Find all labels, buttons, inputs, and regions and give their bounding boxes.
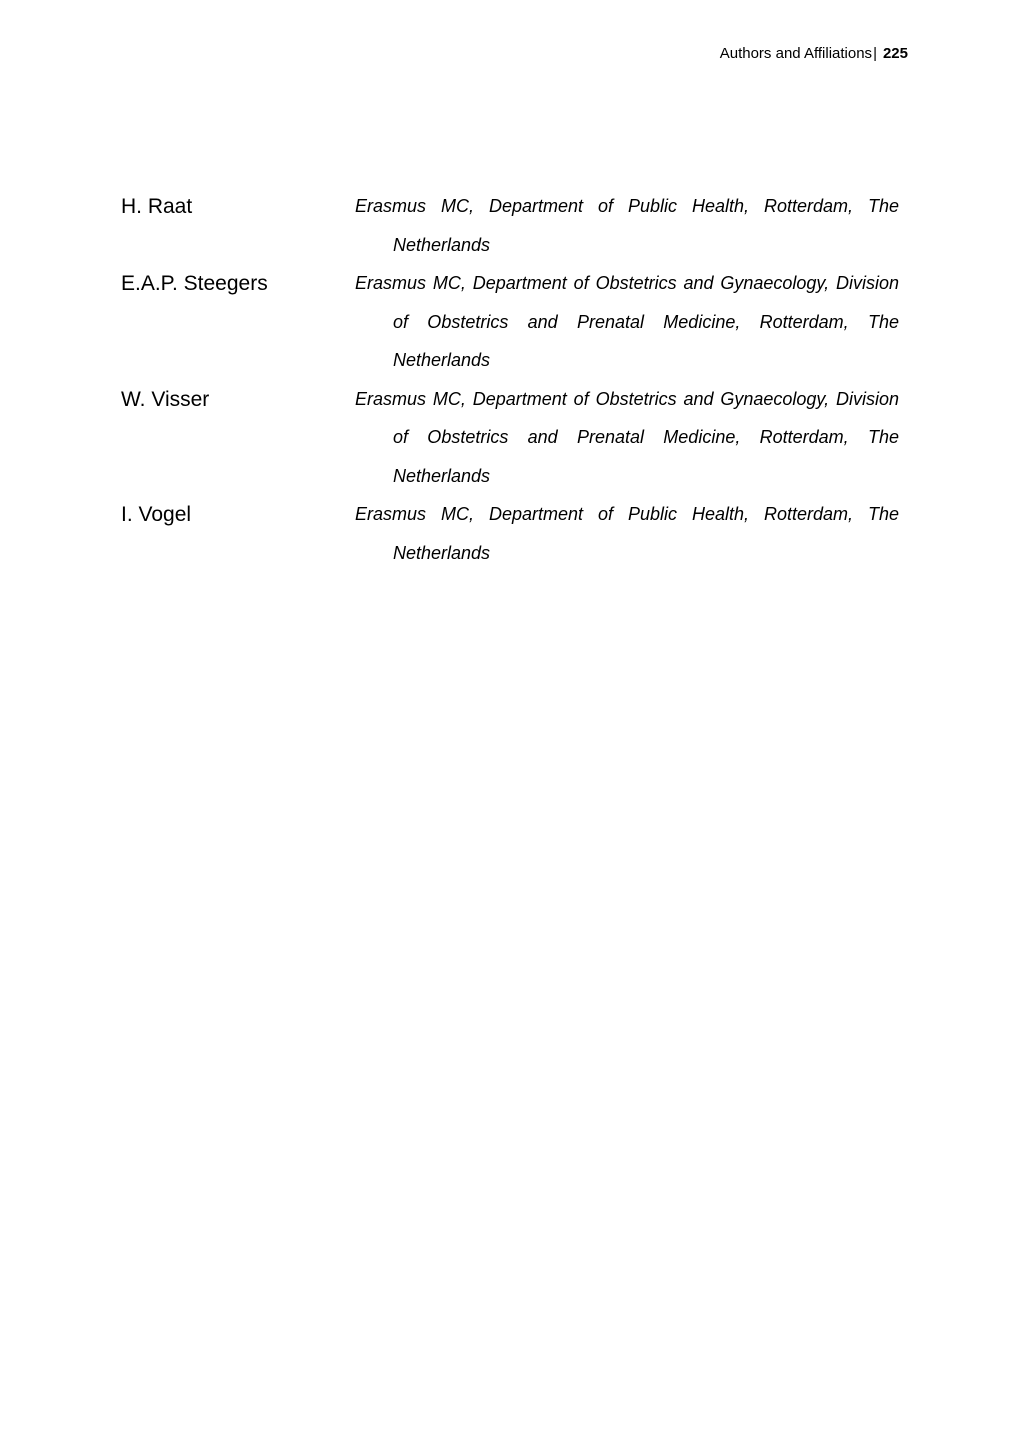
author-entry (121, 187, 899, 264)
author-affiliation: Erasmus MC, Department of Obstetrics and Gynaecology, Division of Obstetrics and Prenatal Medicine, Rotterdam, The Netherlands (355, 273, 899, 370)
author-affiliation: Erasmus MC, Department of Obstetrics and Gynaecology, Division of Obstetrics and Prenatal Medicine, Rotterdam, The Netherlands (355, 388, 899, 486)
author-name: W. Visser (121, 387, 210, 411)
authors-list (121, 187, 899, 572)
running-header (720, 45, 908, 63)
author-name: H. Raat (121, 195, 193, 218)
author-name: I. Vogel (121, 503, 192, 526)
author-entry (121, 264, 899, 380)
author-entry (121, 495, 899, 572)
author-affiliation: Erasmus MC, Department of Public Health, Rotterdam, The Netherlands (355, 196, 899, 255)
author-name: E.A.P. Steegers (121, 272, 268, 295)
author-affiliation: Erasmus MC, Department of Public Health, Rotterdam, The Netherlands (355, 504, 899, 563)
header-section-title: Authors and Affiliations (719, 45, 873, 62)
author-entry (121, 380, 899, 496)
header-separator: | (873, 45, 877, 62)
page-number: 225 (882, 45, 908, 62)
